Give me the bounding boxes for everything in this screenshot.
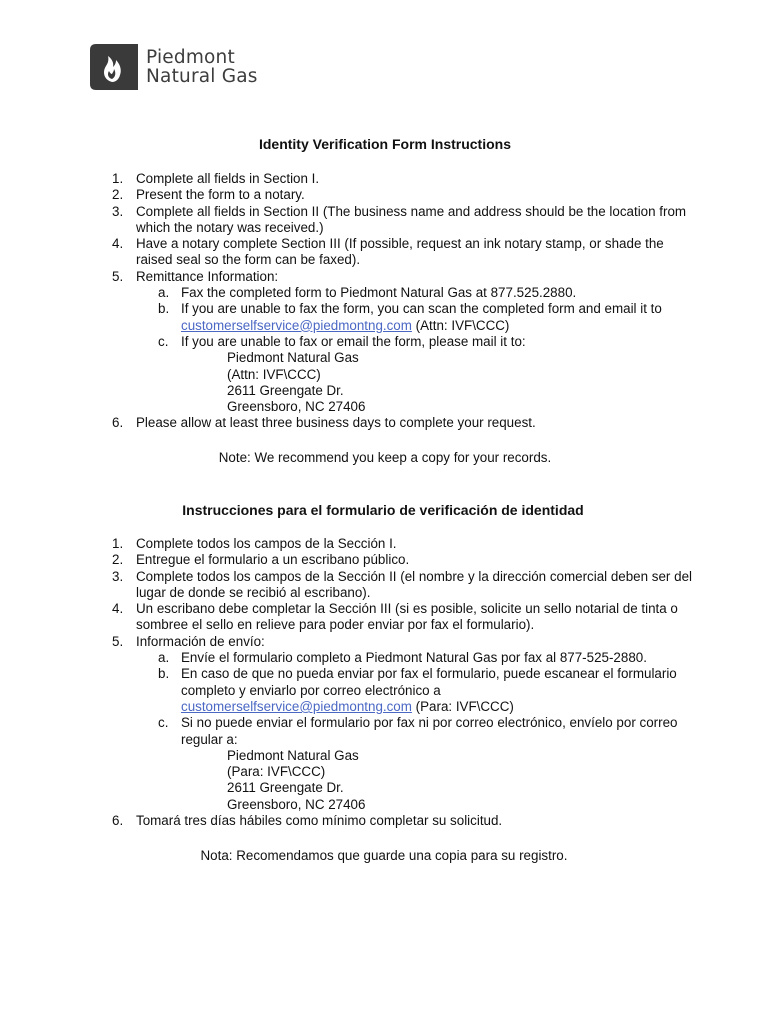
- sub-item-letter: c.: [158, 333, 169, 349]
- list-item: [112, 552, 702, 568]
- address-line: Piedmont Natural Gas: [227, 350, 359, 366]
- item-text: Entregue el formulario a un escribano público.: [136, 552, 410, 568]
- address-line: Greensboro, NC 27406: [227, 796, 366, 812]
- list-item: [112, 269, 702, 285]
- item-text: Tomará tres días hábiles como mínimo completar su solicitud.: [136, 813, 503, 829]
- sub-item-letter: b.: [158, 666, 170, 682]
- item-number: 6.: [112, 415, 124, 431]
- item-number: 3.: [112, 568, 124, 584]
- item-number: 5.: [112, 268, 124, 284]
- remittance-sublist: [112, 285, 702, 415]
- item-number: 3.: [112, 203, 124, 219]
- mailing-address: [112, 748, 702, 813]
- item-number: 1.: [112, 171, 124, 186]
- sub-item-letter: c.: [158, 715, 169, 731]
- address-line: 2611 Greengate Dr.: [227, 780, 344, 796]
- address-line: Piedmont Natural Gas: [227, 747, 359, 763]
- item-number: 4.: [112, 236, 124, 252]
- list-item: [112, 187, 702, 203]
- item-text: Remittance Information:: [136, 268, 279, 284]
- remittance-sublist: [112, 650, 702, 813]
- sub-item-b: [112, 301, 702, 334]
- item-text: Un escribano debe completar la Sección III (si es posible, solicite un sello notarial de tinta o sombree el sello en relieve para poder enviar por fax el formulario).: [136, 601, 678, 633]
- item-text: Complete todos los campos de la Sección II (el nombre y la dirección comercial deben ser del lugar de donde se recibió al escribano).: [136, 568, 692, 600]
- sub-item-a: [112, 285, 702, 301]
- english-instructions-list: [112, 171, 702, 432]
- address-line: 2611 Greengate Dr.: [227, 382, 344, 398]
- sub-item-a: [112, 650, 702, 666]
- list-item: [112, 536, 702, 552]
- attn-text: (Attn: IVF\CCC): [411, 317, 510, 333]
- sub-item-c: [112, 334, 702, 350]
- list-item: [112, 634, 702, 650]
- address-line: (Para: IVF\CCC): [227, 764, 326, 780]
- mailing-address: [112, 350, 702, 415]
- item-text: Present the form to a notary.: [136, 187, 305, 203]
- item-number: 6.: [112, 813, 124, 829]
- list-item: [112, 236, 702, 269]
- english-note: Note: We recommend you keep a copy for your records.: [218, 450, 552, 465]
- attn-text: (Para: IVF\CCC): [411, 698, 514, 714]
- english-title: Identity Verification Form Instructions: [258, 136, 512, 152]
- sub-item-text: En caso de que no pueda enviar por fax el formulario, puede escanear el formulario completo y enviarlo por correo electrónico a: [181, 666, 677, 698]
- sub-item-text: Si no puede enviar el formulario por fax ni por correo electrónico, envíelo por correo regular a:: [181, 715, 678, 747]
- item-text: Información de envío:: [136, 633, 265, 649]
- item-text: Complete all fields in Section I.: [136, 171, 320, 186]
- logo-line-1: Piedmont: [146, 47, 235, 68]
- company-logo: [90, 44, 258, 90]
- list-item: [112, 569, 702, 602]
- email-link[interactable]: customerselfservice@piedmontng.com: [181, 698, 412, 714]
- list-item: [112, 415, 702, 431]
- spanish-note: Nota: Recomendamos que guarde una copia para su registro.: [200, 848, 568, 863]
- sub-item-c: [112, 715, 702, 748]
- item-text: Complete todos los campos de la Sección I.: [136, 536, 397, 551]
- sub-item-text: If you are unable to fax or email the form, please mail it to:: [181, 333, 526, 349]
- sub-item-b: [112, 666, 702, 715]
- item-text: Have a notary complete Section III (If possible, request an ink notary stamp, or shade the raised seal so the form can be faxed).: [136, 236, 664, 268]
- sub-item-letter: a.: [158, 285, 170, 301]
- sub-item-text: Envíe el formulario completo a Piedmont Natural Gas por fax al 877-525-2880.: [181, 650, 647, 666]
- list-item: [112, 204, 702, 237]
- sub-item-text: Fax the completed form to Piedmont Natural Gas at 877.525.2880.: [181, 285, 577, 301]
- list-item: [112, 813, 702, 829]
- spanish-title: Instrucciones para el formulario de verificación de identidad: [182, 502, 584, 518]
- logo-wordmark: [146, 48, 258, 86]
- sub-item-text: If you are unable to fax the form, you can scan the completed form and email it to: [181, 301, 662, 317]
- item-number: 2.: [112, 187, 124, 203]
- item-number: 2.: [112, 552, 124, 568]
- address-line: Greensboro, NC 27406: [227, 399, 366, 415]
- address-line: (Attn: IVF\CCC): [227, 366, 321, 382]
- item-number: 5.: [112, 633, 124, 649]
- sub-item-letter: a.: [158, 650, 170, 666]
- flame-logo-icon: [90, 44, 138, 90]
- list-item: [112, 601, 702, 634]
- sub-item-letter: b.: [158, 301, 170, 317]
- logo-line-2: Natural Gas: [146, 66, 258, 87]
- item-text: Please allow at least three business days to complete your request.: [136, 415, 536, 431]
- email-link[interactable]: customerselfservice@piedmontng.com: [181, 317, 412, 333]
- spanish-instructions-list: [112, 536, 702, 829]
- item-number: 1.: [112, 536, 124, 551]
- item-number: 4.: [112, 601, 124, 617]
- item-text: Complete all fields in Section II (The business name and address should be the location from which the notary was received.): [136, 203, 687, 235]
- list-item: [112, 171, 702, 187]
